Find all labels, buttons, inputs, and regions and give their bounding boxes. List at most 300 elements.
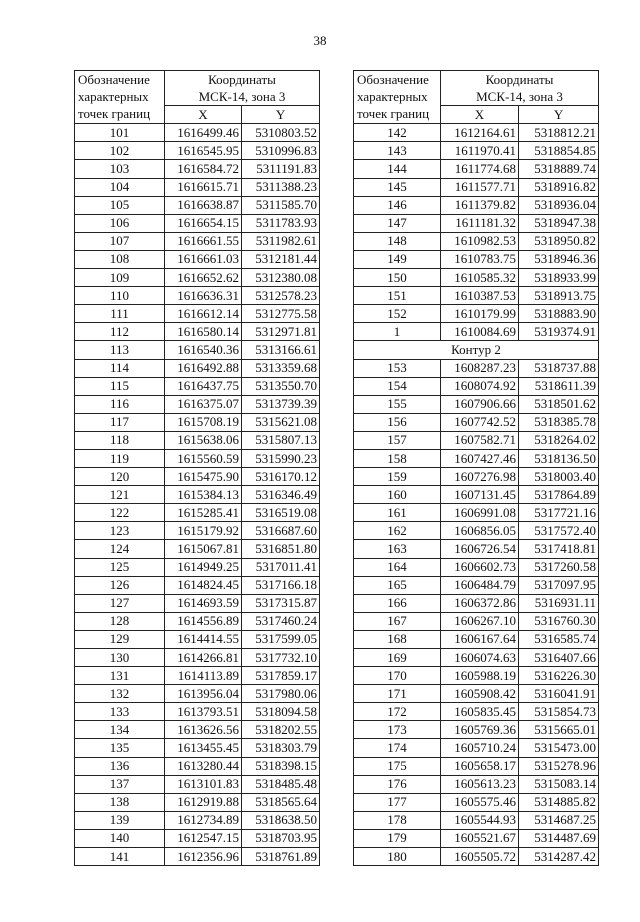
point-id: 159 — [354, 468, 441, 486]
y-value: 5317460.24 — [242, 612, 320, 630]
table-row — [354, 377, 599, 395]
y-value: 5311982.61 — [242, 232, 320, 250]
x-value: 1614949.25 — [165, 558, 242, 576]
x-value: 1610783.75 — [441, 250, 519, 268]
y-value: 5318812.21 — [519, 124, 599, 142]
x-value: 1607582.71 — [441, 431, 519, 449]
point-id: 168 — [354, 630, 441, 648]
point-id: 112 — [75, 323, 165, 341]
point-id: 107 — [75, 232, 165, 250]
y-value: 5315083.14 — [519, 775, 599, 793]
y-value: 5318933.99 — [519, 269, 599, 287]
x-value: 1615560.59 — [165, 449, 242, 467]
designation-header: точек границ — [354, 106, 441, 124]
table-row — [354, 305, 599, 323]
table-row — [75, 685, 320, 703]
y-value: 5319374.91 — [519, 323, 599, 341]
x-value: 1616612.14 — [165, 305, 242, 323]
point-id: 147 — [354, 214, 441, 232]
table-row — [354, 504, 599, 522]
point-id: 102 — [75, 142, 165, 160]
table-row — [354, 739, 599, 757]
table-row — [75, 649, 320, 667]
table-row — [75, 522, 320, 540]
designation-header: точек границ — [75, 106, 165, 124]
table-body-right — [354, 71, 599, 866]
x-value: 1612734.89 — [165, 811, 242, 829]
header-row — [354, 106, 599, 124]
x-value: 1613101.83 — [165, 775, 242, 793]
point-id: 152 — [354, 305, 441, 323]
x-value: 1616545.95 — [165, 142, 242, 160]
y-value: 5318946.36 — [519, 250, 599, 268]
point-id: 154 — [354, 377, 441, 395]
x-value: 1611379.82 — [441, 196, 519, 214]
y-value: 5317864.89 — [519, 486, 599, 504]
table-row — [354, 124, 599, 142]
y-value: 5318565.64 — [242, 793, 320, 811]
table-row — [75, 196, 320, 214]
x-value: 1605835.45 — [441, 703, 519, 721]
table-row — [354, 703, 599, 721]
y-value: 5318889.74 — [519, 160, 599, 178]
point-id: 109 — [75, 269, 165, 287]
point-id: 135 — [75, 739, 165, 757]
y-value: 5318883.90 — [519, 305, 599, 323]
x-value: 1605769.36 — [441, 721, 519, 739]
y-value: 5317732.10 — [242, 649, 320, 667]
table-row — [354, 793, 599, 811]
y-value: 5315807.13 — [242, 431, 320, 449]
table-row — [75, 395, 320, 413]
y-value: 5313166.61 — [242, 341, 320, 359]
point-id: 173 — [354, 721, 441, 739]
x-value: 1614824.45 — [165, 576, 242, 594]
y-value: 5315665.01 — [519, 721, 599, 739]
point-id: 171 — [354, 685, 441, 703]
x-value: 1613455.45 — [165, 739, 242, 757]
table-row — [354, 576, 599, 594]
point-id: 169 — [354, 649, 441, 667]
y-value: 5313739.39 — [242, 395, 320, 413]
point-id: 101 — [75, 124, 165, 142]
table-row — [75, 214, 320, 232]
x-value: 1612164.61 — [441, 124, 519, 142]
x-value: 1615285.41 — [165, 504, 242, 522]
point-id: 131 — [75, 667, 165, 685]
x-value: 1605544.93 — [441, 811, 519, 829]
x-value: 1605521.67 — [441, 829, 519, 847]
y-value: 5318398.15 — [242, 757, 320, 775]
table-row — [354, 594, 599, 612]
y-value: 5316851.80 — [242, 540, 320, 558]
y-value: 5310996.83 — [242, 142, 320, 160]
point-id: 161 — [354, 504, 441, 522]
y-value: 5316931.11 — [519, 594, 599, 612]
x-value: 1615475.90 — [165, 468, 242, 486]
x-value: 1614556.89 — [165, 612, 242, 630]
y-value: 5316226.30 — [519, 667, 599, 685]
y-value: 5315854.73 — [519, 703, 599, 721]
table-row — [75, 431, 320, 449]
point-id: 172 — [354, 703, 441, 721]
point-id: 176 — [354, 775, 441, 793]
y-value: 5317980.06 — [242, 685, 320, 703]
x-value: 1616540.36 — [165, 341, 242, 359]
header-row — [354, 71, 599, 89]
table-row — [75, 630, 320, 648]
point-id: 157 — [354, 431, 441, 449]
table-row — [354, 287, 599, 305]
y-value: 5318303.79 — [242, 739, 320, 757]
point-id: 110 — [75, 287, 165, 305]
designation-header: Обозначение — [354, 71, 441, 89]
y-value: 5318264.02 — [519, 431, 599, 449]
x-header: X — [441, 106, 519, 124]
y-value: 5317721.16 — [519, 504, 599, 522]
system-header: МСК-14, зона 3 — [165, 88, 320, 106]
point-id: 137 — [75, 775, 165, 793]
table-row — [75, 757, 320, 775]
x-value: 1607276.98 — [441, 468, 519, 486]
x-value: 1611774.68 — [441, 160, 519, 178]
designation-header: характерных — [75, 88, 165, 106]
point-id: 163 — [354, 540, 441, 558]
coordinates-header: Координаты — [165, 71, 320, 89]
x-value: 1614113.89 — [165, 667, 242, 685]
y-value: 5318611.39 — [519, 377, 599, 395]
table-row — [354, 449, 599, 467]
table-row — [354, 142, 599, 160]
table-row — [354, 649, 599, 667]
table-row — [75, 413, 320, 431]
table-row — [354, 196, 599, 214]
table-row — [75, 250, 320, 268]
header-row — [354, 88, 599, 106]
table-row — [75, 178, 320, 196]
point-id: 167 — [354, 612, 441, 630]
y-value: 5311388.23 — [242, 178, 320, 196]
point-id: 179 — [354, 829, 441, 847]
y-value: 5314687.25 — [519, 811, 599, 829]
point-id: 180 — [354, 848, 441, 866]
point-id: 140 — [75, 829, 165, 847]
point-id: 123 — [75, 522, 165, 540]
table-row — [75, 504, 320, 522]
table-row — [75, 359, 320, 377]
y-value: 5318703.95 — [242, 829, 320, 847]
x-value: 1607131.45 — [441, 486, 519, 504]
y-value: 5318947.38 — [519, 214, 599, 232]
x-value: 1616615.71 — [165, 178, 242, 196]
point-id: 122 — [75, 504, 165, 522]
table-row — [354, 359, 599, 377]
point-id: 125 — [75, 558, 165, 576]
y-value: 5312971.81 — [242, 323, 320, 341]
x-value: 1610084.69 — [441, 323, 519, 341]
y-value: 5318136.50 — [519, 449, 599, 467]
point-id: 138 — [75, 793, 165, 811]
x-value: 1616638.87 — [165, 196, 242, 214]
y-value: 5312181.44 — [242, 250, 320, 268]
x-value: 1610585.32 — [441, 269, 519, 287]
table-row — [354, 468, 599, 486]
designation-header: Обозначение — [75, 71, 165, 89]
table-row — [75, 594, 320, 612]
point-id: 104 — [75, 178, 165, 196]
point-id: 178 — [354, 811, 441, 829]
table-row — [75, 269, 320, 287]
table-row — [354, 540, 599, 558]
point-id: 153 — [354, 359, 441, 377]
point-id: 106 — [75, 214, 165, 232]
point-id: 142 — [354, 124, 441, 142]
header-row — [75, 71, 320, 89]
point-id: 120 — [75, 468, 165, 486]
y-value: 5318936.04 — [519, 196, 599, 214]
x-value: 1616661.03 — [165, 250, 242, 268]
x-value: 1616661.55 — [165, 232, 242, 250]
x-value: 1616499.46 — [165, 124, 242, 142]
x-value: 1605988.19 — [441, 667, 519, 685]
x-value: 1613280.44 — [165, 757, 242, 775]
x-value: 1615067.81 — [165, 540, 242, 558]
x-value: 1614693.59 — [165, 594, 242, 612]
point-id: 136 — [75, 757, 165, 775]
contour-row — [354, 341, 599, 359]
table-row — [354, 431, 599, 449]
y-header: Y — [242, 106, 320, 124]
table-row — [75, 703, 320, 721]
x-value: 1605575.46 — [441, 793, 519, 811]
y-value: 5312578.23 — [242, 287, 320, 305]
point-id: 129 — [75, 630, 165, 648]
table-body-left — [75, 71, 320, 866]
x-value: 1606602.73 — [441, 558, 519, 576]
point-id: 114 — [75, 359, 165, 377]
x-value: 1616652.62 — [165, 269, 242, 287]
table-row — [75, 540, 320, 558]
x-value: 1615384.13 — [165, 486, 242, 504]
table-row — [75, 287, 320, 305]
point-id: 150 — [354, 269, 441, 287]
y-value: 5311585.70 — [242, 196, 320, 214]
x-value: 1616580.14 — [165, 323, 242, 341]
x-value: 1606074.63 — [441, 649, 519, 667]
point-id: 166 — [354, 594, 441, 612]
point-id: 141 — [75, 848, 165, 866]
table-row — [75, 449, 320, 467]
y-value: 5316346.49 — [242, 486, 320, 504]
table-row — [354, 685, 599, 703]
point-id: 165 — [354, 576, 441, 594]
point-id: 130 — [75, 649, 165, 667]
table-row — [75, 160, 320, 178]
y-value: 5314287.42 — [519, 848, 599, 866]
y-value: 5318638.50 — [242, 811, 320, 829]
header-row — [75, 88, 320, 106]
y-value: 5313550.70 — [242, 377, 320, 395]
y-value: 5317572.40 — [519, 522, 599, 540]
point-id: 175 — [354, 757, 441, 775]
point-id: 177 — [354, 793, 441, 811]
point-id: 115 — [75, 377, 165, 395]
table-row — [75, 305, 320, 323]
y-value: 5318501.62 — [519, 395, 599, 413]
point-id: 116 — [75, 395, 165, 413]
x-value: 1606991.08 — [441, 504, 519, 522]
y-value: 5311191.83 — [242, 160, 320, 178]
point-id: 132 — [75, 685, 165, 703]
y-value: 5318913.75 — [519, 287, 599, 305]
x-value: 1606856.05 — [441, 522, 519, 540]
table-row — [75, 848, 320, 866]
point-id: 126 — [75, 576, 165, 594]
x-value: 1606726.54 — [441, 540, 519, 558]
table-row — [354, 612, 599, 630]
x-value: 1606167.64 — [441, 630, 519, 648]
y-value: 5317011.41 — [242, 558, 320, 576]
x-value: 1615708.19 — [165, 413, 242, 431]
x-value: 1610387.53 — [441, 287, 519, 305]
table-row — [354, 558, 599, 576]
point-id: 113 — [75, 341, 165, 359]
table-row — [75, 142, 320, 160]
table-row — [75, 793, 320, 811]
y-value: 5316519.08 — [242, 504, 320, 522]
x-value: 1606484.79 — [441, 576, 519, 594]
y-value: 5312775.58 — [242, 305, 320, 323]
page-number: 38 — [313, 33, 327, 48]
table-row — [354, 178, 599, 196]
point-id: 127 — [75, 594, 165, 612]
point-id: 108 — [75, 250, 165, 268]
table-row — [354, 829, 599, 847]
x-value: 1606372.86 — [441, 594, 519, 612]
y-value: 5314885.82 — [519, 793, 599, 811]
y-value: 5318854.85 — [519, 142, 599, 160]
point-id: 174 — [354, 739, 441, 757]
point-id: 170 — [354, 667, 441, 685]
table-row — [354, 630, 599, 648]
y-value: 5317418.81 — [519, 540, 599, 558]
table-row — [75, 576, 320, 594]
x-value: 1612356.96 — [165, 848, 242, 866]
y-header: Y — [519, 106, 599, 124]
table-row — [75, 775, 320, 793]
y-value: 5317097.95 — [519, 576, 599, 594]
table-row — [354, 721, 599, 739]
y-value: 5312380.08 — [242, 269, 320, 287]
x-header: X — [165, 106, 242, 124]
x-value: 1612919.88 — [165, 793, 242, 811]
x-value: 1613793.51 — [165, 703, 242, 721]
contour-label: Контур 2 — [354, 341, 599, 359]
table-row — [354, 214, 599, 232]
x-value: 1608074.92 — [441, 377, 519, 395]
coordinates-header: Координаты — [441, 71, 599, 89]
designation-header: характерных — [354, 88, 441, 106]
table-row — [354, 269, 599, 287]
x-value: 1614414.55 — [165, 630, 242, 648]
table-row — [354, 811, 599, 829]
x-value: 1605505.72 — [441, 848, 519, 866]
point-id: 149 — [354, 250, 441, 268]
table-row — [354, 250, 599, 268]
y-value: 5318950.82 — [519, 232, 599, 250]
table-row — [354, 848, 599, 866]
table-row — [75, 232, 320, 250]
x-value: 1607742.52 — [441, 413, 519, 431]
y-value: 5318003.40 — [519, 468, 599, 486]
point-id: 148 — [354, 232, 441, 250]
x-value: 1608287.23 — [441, 359, 519, 377]
x-value: 1607906.66 — [441, 395, 519, 413]
y-value: 5317166.18 — [242, 576, 320, 594]
point-id: 118 — [75, 431, 165, 449]
table-row — [354, 232, 599, 250]
point-id: 117 — [75, 413, 165, 431]
point-id: 134 — [75, 721, 165, 739]
table-row — [354, 757, 599, 775]
y-value: 5315990.23 — [242, 449, 320, 467]
x-value: 1612547.15 — [165, 829, 242, 847]
system-header: МСК-14, зона 3 — [441, 88, 599, 106]
point-id: 143 — [354, 142, 441, 160]
y-value: 5317599.05 — [242, 630, 320, 648]
table-row — [75, 341, 320, 359]
table-row — [354, 395, 599, 413]
y-value: 5311783.93 — [242, 214, 320, 232]
x-value: 1613956.04 — [165, 685, 242, 703]
table-row — [75, 377, 320, 395]
y-value: 5316687.60 — [242, 522, 320, 540]
y-value: 5317859.17 — [242, 667, 320, 685]
y-value: 5318761.89 — [242, 848, 320, 866]
table-row — [75, 829, 320, 847]
y-value: 5316170.12 — [242, 468, 320, 486]
x-value: 1614266.81 — [165, 649, 242, 667]
table-row — [75, 739, 320, 757]
x-value: 1616375.07 — [165, 395, 242, 413]
x-value: 1615179.92 — [165, 522, 242, 540]
x-value: 1613626.56 — [165, 721, 242, 739]
point-id: 124 — [75, 540, 165, 558]
y-value: 5315278.96 — [519, 757, 599, 775]
point-id: 144 — [354, 160, 441, 178]
point-id: 162 — [354, 522, 441, 540]
table-row — [75, 612, 320, 630]
y-value: 5316407.66 — [519, 649, 599, 667]
y-value: 5314487.69 — [519, 829, 599, 847]
point-id: 139 — [75, 811, 165, 829]
y-value: 5316585.74 — [519, 630, 599, 648]
x-value: 1606267.10 — [441, 612, 519, 630]
table-row — [354, 486, 599, 504]
x-value: 1610982.53 — [441, 232, 519, 250]
y-value: 5318485.48 — [242, 775, 320, 793]
x-value: 1611181.32 — [441, 214, 519, 232]
x-value: 1605710.24 — [441, 739, 519, 757]
x-value: 1607427.46 — [441, 449, 519, 467]
table-row — [75, 486, 320, 504]
table-row — [354, 323, 599, 341]
table-row — [354, 160, 599, 178]
y-value: 5318202.55 — [242, 721, 320, 739]
header-row — [75, 106, 320, 124]
x-value: 1615638.06 — [165, 431, 242, 449]
y-value: 5316041.91 — [519, 685, 599, 703]
